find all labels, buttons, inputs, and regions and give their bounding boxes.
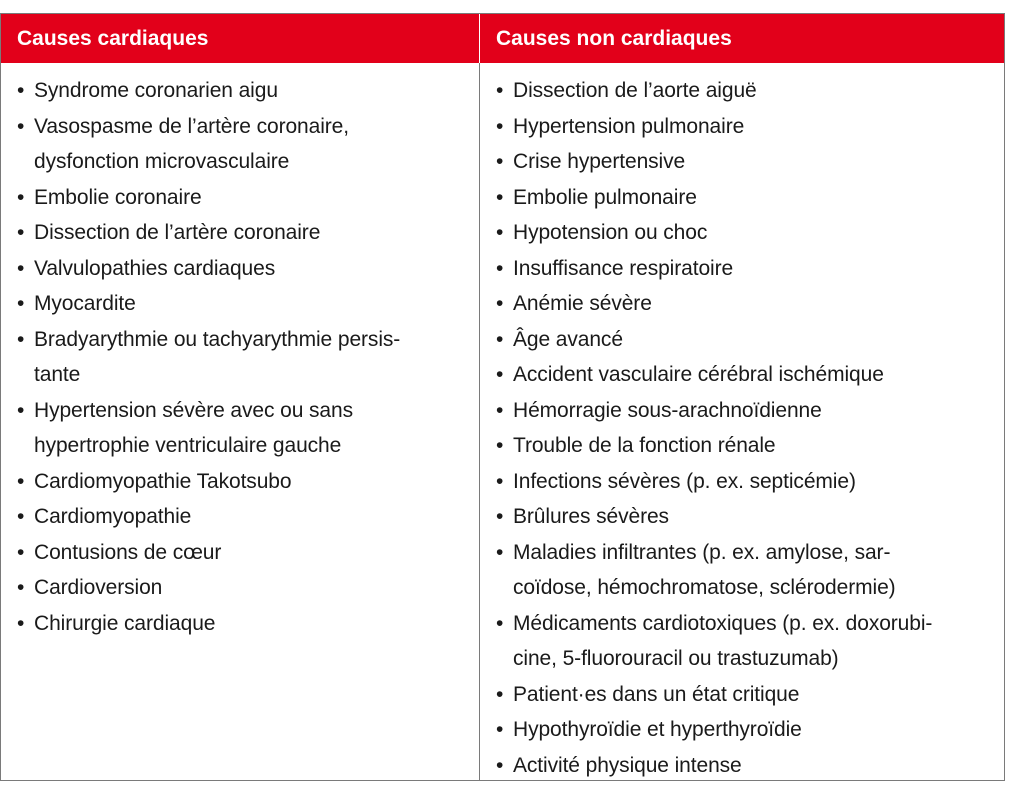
cardiac-cause-item [1,393,479,464]
non-cardiac-cause-item [480,73,1004,109]
table-header-row [1,14,1004,63]
list-item-text: tante [34,363,81,386]
non-cardiac-cause-item [480,748,1004,784]
list-item-text: • Hypertension pulmonaire [513,114,745,138]
list-item-text: • Hypotension ou choc [513,221,708,244]
list-item-text: • Médicaments cardiotoxiques (p. ex. doxorubi- [513,611,933,635]
list-item-text: • Chirurgie cardiaque [34,611,216,635]
list-item-text: • Bradyarythmie ou tachyarythmie persis- [34,327,401,351]
list-item-text: dysfonction microvasculaire [34,150,290,173]
cardiac-cause-item [1,286,479,322]
cardiac-cause-item [1,251,479,287]
list-item-text: • Hypertension sévère avec ou sans [34,398,353,422]
list-item-text: • Infections sévères (p. ex. septicémie) [513,469,856,493]
list-item-text: • Insuffisance respiratoire [513,256,734,280]
causes-table [0,13,1005,781]
list-item-text: • Valvulopathies cardiaques [34,256,276,280]
list-item-text: • Crise hypertensive [513,150,686,173]
list-item-text: • Trouble de la fonction rénale [513,434,776,457]
non-cardiac-causes-list [480,73,1004,783]
non-cardiac-cause-item [480,428,1004,464]
list-item-text: • Contusions de cœur [34,540,222,564]
non-cardiac-cause-item [480,144,1004,180]
cardiac-cause-item [1,322,479,393]
table-body-row [1,63,1004,780]
non-cardiac-cause-item [480,464,1004,500]
non-cardiac-causes-column [480,63,1004,780]
cardiac-cause-item [1,73,479,109]
list-item-text: • Activité physique intense [513,753,742,777]
list-item-text: • Anémie sévère [513,292,652,315]
cardiac-cause-item [1,464,479,500]
non-cardiac-cause-item [480,251,1004,287]
list-item-text: • Accident vasculaire cérébral ischémique [513,363,884,386]
non-cardiac-cause-item [480,535,1004,606]
header-non-cardiac-causes: Causes non cardiaques [496,27,732,50]
list-item-text: • Syndrome coronarien aigu [34,79,278,102]
non-cardiac-cause-item [480,499,1004,535]
non-cardiac-cause-item [480,606,1004,677]
list-item-text: • Dissection de l’aorte aiguë [513,79,757,102]
list-item-text: • Brûlures sévères [513,505,669,528]
non-cardiac-cause-item [480,286,1004,322]
header-cardiac-causes: Causes cardiaques [1,14,480,63]
list-item-text: • Cardioversion [34,576,163,599]
non-cardiac-cause-item [480,712,1004,748]
non-cardiac-cause-item [480,677,1004,713]
non-cardiac-cause-item [480,215,1004,251]
list-item-text: • Cardiomyopathie [34,505,192,528]
cardiac-cause-item [1,570,479,606]
list-item-text: • Hypothyroïdie et hyperthyroïdie [513,718,802,741]
cardiac-cause-item [1,109,479,180]
non-cardiac-cause-item [480,180,1004,216]
list-item-text: • Âge avancé [513,327,623,351]
non-cardiac-cause-item [480,109,1004,145]
list-item-text: • Patient·es dans un état critique [513,682,800,706]
cardiac-causes-list [1,73,479,641]
list-item-text: • Myocardite [34,292,136,315]
list-item-text: • Embolie coronaire [34,185,202,209]
list-item-text: cine, 5-fluorouracil ou trastuzumab) [513,647,839,670]
list-item-text: • Dissection de l’artère coronaire [34,221,321,244]
non-cardiac-cause-item [480,322,1004,358]
cardiac-cause-item [1,535,479,571]
list-item-text: • Hémorragie sous-arachnoïdienne [513,398,822,422]
list-item-text: • Cardiomyopathie Takotsubo [34,469,292,493]
list-item-text: • Embolie pulmonaire [513,185,697,209]
non-cardiac-cause-item [480,357,1004,393]
cardiac-cause-item [1,215,479,251]
non-cardiac-cause-item [480,393,1004,429]
cardiac-cause-item [1,499,479,535]
cardiac-causes-column [1,63,480,780]
list-item-text: hypertrophie ventriculaire gauche [34,434,342,457]
cardiac-cause-item [1,180,479,216]
cardiac-cause-item [1,606,479,642]
list-item-text: coïdose, hémochromatose, sclérodermie) [513,576,896,599]
list-item-text: • Maladies infiltrantes (p. ex. amylose, sar- [513,540,891,564]
list-item-text: • Vasospasme de l’artère coronaire, [34,114,349,138]
